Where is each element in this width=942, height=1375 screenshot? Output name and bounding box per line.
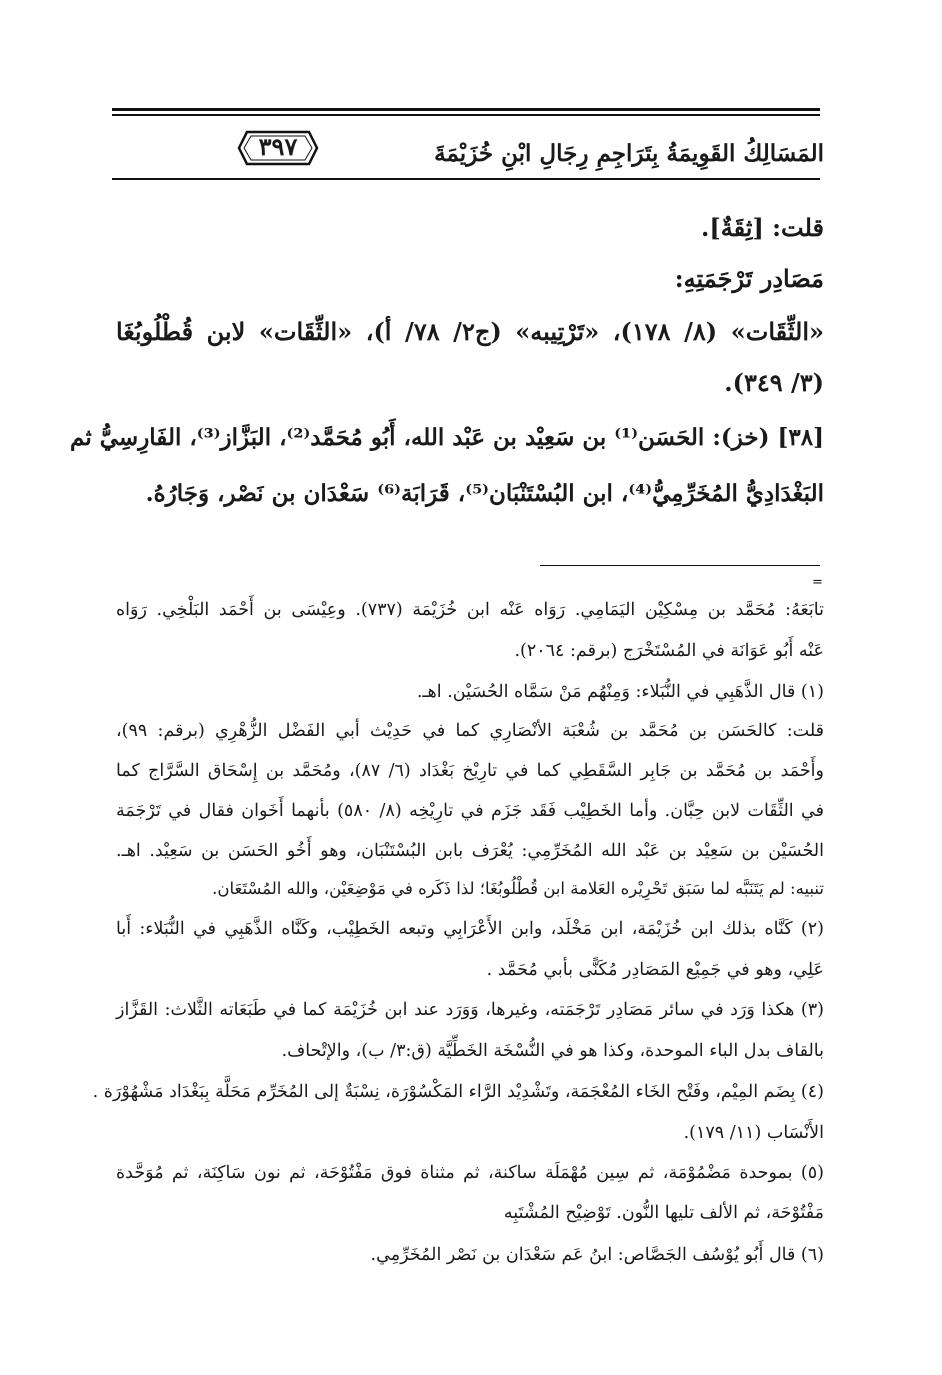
footnote-line-16: مَفْتُوْحَة، ثم الألف تليها النُّون. تَوْضِيْح المُشْتَبِه [503,1203,824,1223]
footnote-line-6: في الثِّقَات لابن حِبَّان. وأما الخَطِيْب فَقَد جَزَم في تارِيْخِه (٨/ ٥٨٠) بأنهما أَخَوان فقال في تَرْجَمَة [116,801,824,821]
footnote-line-9: (٢) كَنَّاه بذلك ابن خُزَيْمَة، ابن مَخْلَد، وابن الأَعْرَابِي وتبعه الخَطِيْب، وكَنَّاه الذَّهَبِي في النُّبَلاء: أَبا [116,919,824,939]
footnote-line-3: (١) قال الذَّهَبِي في النُّبَلاء: وَمِنْهُم مَنْ سَمَّاه الحُسَيْن. اهـ. [416,682,824,702]
main-line-2: مَصَادِر تَرْجَمَتِهِ: [674,264,824,293]
footnote-line-7: الحُسَيْن بن سَعِيْد بن عَبْد الله المُخَرِّمِي: يُعْرَف بابن البُسْتَنْبَان، وهو أَخُو الحَسَن بن سَعِيْد. اهـ. [116,841,824,861]
footnote-line-8: تنبيه: لم يَتَنَبَّه لما سَبَق تَحْرِيْره العَلامة ابن قُطْلُوبُغَا؛ لذا ذَكَره في مَوْضِعَيْن، والله المُسْتَعَان. [212,879,824,898]
page-number: ٣٩٧ [258,132,298,161]
main-line-6: البَغْدَادِيُّ المُخَرِّمِيُّ⁽⁴⁾، ابن البُسْتَنْبَان⁽⁵⁾، قَرَابَة⁽⁶⁾ سَعْدَان بن نَصْر، وَجَارُهُ. [145,480,824,507]
footnote-separator [540,565,820,566]
footnote-line-11: (٣) هكذا وَرَد في سائر مَصَادِر تَرْجَمَته، وغيرها، وَوَرَد عند ابن خُزَيْمَة كما في طَبَعَاته الثَّلاث: القَزَّاز [116,1000,824,1020]
header-rule-thin [112,114,820,116]
footnote-line-12: بالقاف بدل الباء الموحدة، وكذا هو في النُّسْخَة الخَطِّيَّة (ق:٣/ ب)، والإتْحاف. [281,1041,824,1061]
footnote-line-4: قلت: كالحَسَن بن مُحَمَّد بن شُعْبَة الأنْصَارِي كما في حَدِيْث أبي الفَضْل الزُّهْرِي (برقم: ٩٩)، [116,721,824,741]
header-rules [112,108,820,119]
footnote-line-5: وأَحْمَد بن مُحَمَّد بن جَابِر السَّقَطِي كما في تارِيْخ بَغْدَاد (٦/ ٨٧)، ومُحَمَّد بن إِسْحَاق السَّرَّاج كما [116,761,824,781]
header-rule-thick [112,108,820,111]
footnote-line-15: (٥) بموحدة مَضْمُوْمَة، ثم سِين مُهْمَلَة ساكنة، ثم مثناة فوق مَفْتُوْحَة، ثم نون سَاكِنَة، ثم مُوَحَّدة [116,1163,824,1183]
main-line-3: «الثِّقَات» (٨/ ١٧٨)، «تَرْتِيبه» (ج٢/ ٧٨/ أ)، «الثِّقَات» لابن قُطْلُوبُغَا [116,317,824,346]
footnote-line-1: تابَعَهُ: مُحَمَّد بن مِسْكِيْن اليَمَامِي. رَوَاه عَنْه ابن خُزَيْمَة (٧٣٧). وعِيْسَى بن أَحْمَد البَلْخِي. رَوَاه [116,600,824,620]
main-line-1: قلت: [ثِقَةٌ]. [701,213,824,242]
header-underline [112,178,820,180]
footnote-line-2: عَنْه أَبُو عَوَانَة في المُسْتَخْرَج (برقم: ٢٠٦٤). [514,641,824,661]
footnote-line-14: الأَنْسَاب (١١/ ١٧٩). [683,1123,824,1143]
running-head: المَسَالِكُ القَوِيمَةُ بِتَرَاجِمِ رِجَالِ ابْنِ خُزَيْمَةَ [434,140,824,167]
main-line-5: [٣٨] (خز): الحَسَن⁽¹⁾ بن سَعِيْد بن عَبْد الله، أَبُو مُحَمَّد⁽²⁾، البَزَّاز⁽³⁾، الفَارِسِيُّ ثم [70,424,824,451]
page-number-frame [237,128,319,168]
footnote-line-10: عَلِي، وهو في جَمِيْع المَصَادِر مُكَنًّى بأبي مُحَمَّد . [486,960,824,980]
main-line-4: (٣/ ٣٤٩). [724,368,824,397]
footnote-line-13: (٤) بِضَم المِيْم، وفَتْح الخَاء المُعْجَمَة، وتَشْدِيْد الرَّاء المَكْسُوْرَة، نِسْبَةٌ إلى المُخَرِّم مَحَلَّة بِبَغْدَاد مَشْهُوْرَة . [92,1082,824,1102]
continuation-mark: = [812,575,823,590]
footnote-line-17: (٦) قال أَبُو يُوْسُف الجَصَّاص: ابنُ عَم سَعْدَان بن نَصْر المُخَرِّمِي. [370,1245,824,1265]
